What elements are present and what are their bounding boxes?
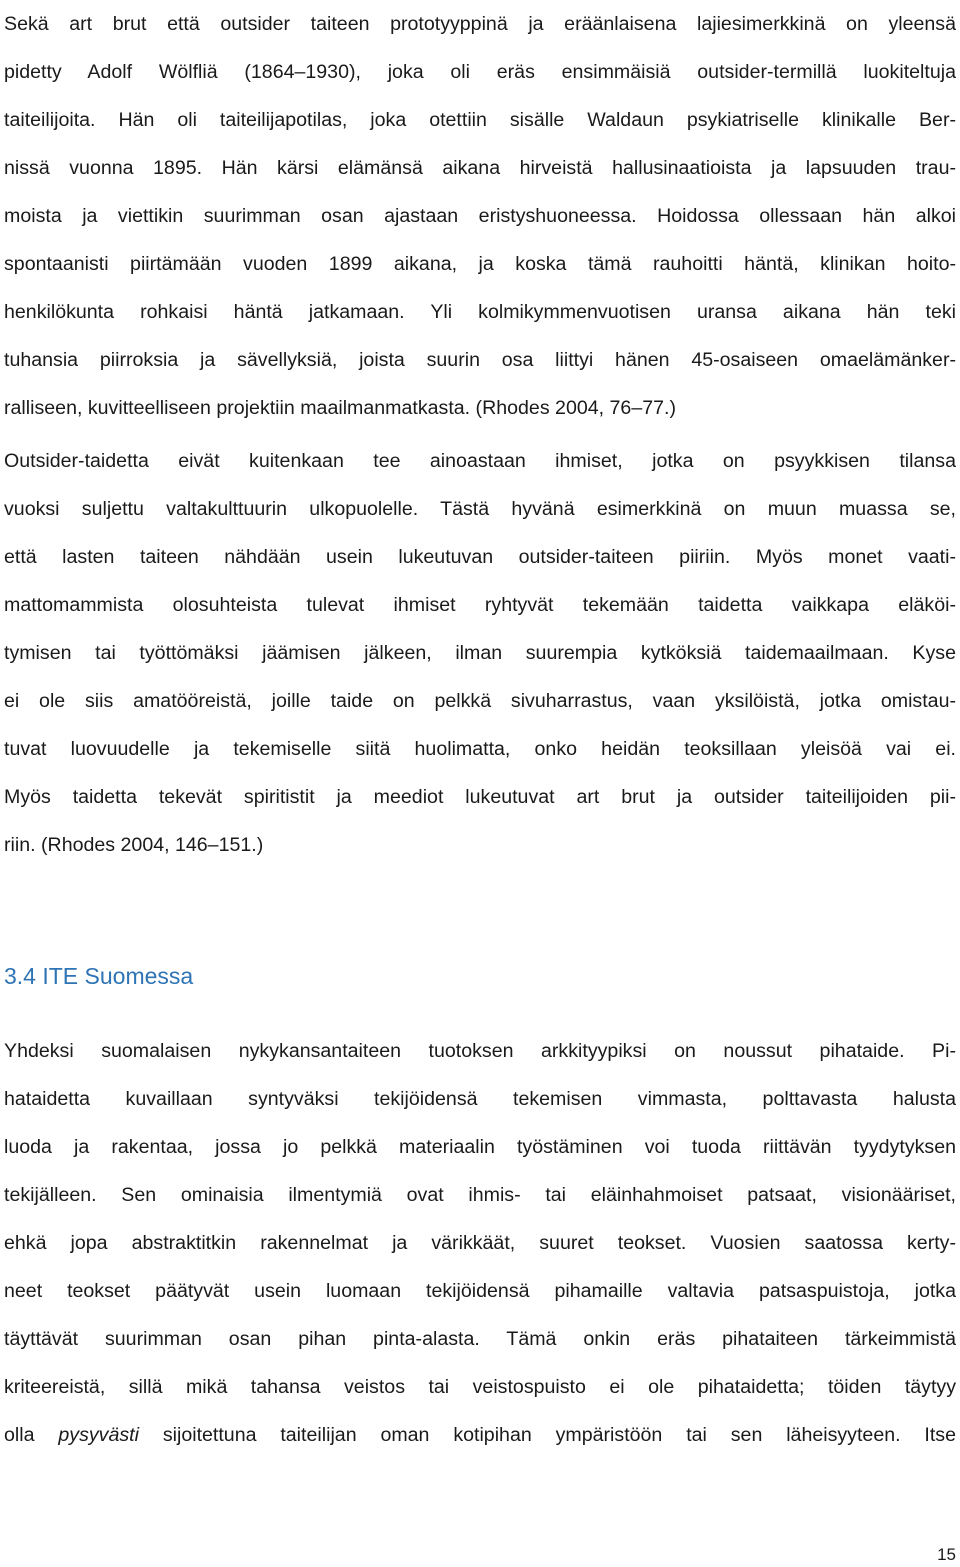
text-line: Sekä art brut että outsider taiteen prototyyppinä ja eräänlaisena lajiesimerkkinä on yleensä xyxy=(4,13,956,35)
text-line: spontaanisti piirtämään vuoden 1899 aikana, ja koska tämä rauhoitti häntä, klinikan hoito- xyxy=(4,253,956,275)
text-line: ei ole siis amatööreistä, joille taide on pelkkä sivuharrastus, vaan yksilöistä, jotka omistau- xyxy=(4,690,956,712)
text-line: Myös taidetta tekevät spiritistit ja meediot lukeutuvat art brut ja outsider taiteilijoiden pii- xyxy=(4,786,956,808)
text-line: tekijälleen. Sen ominaisia ilmentymiä ovat ihmis- tai eläinhahmoiset patsaat, visionääriset, xyxy=(4,1184,956,1206)
paragraph-wolfli xyxy=(4,0,956,432)
text-line: moista ja viettikin suurimman osan ajastaan eristyshuoneessa. Hoidossa ollessaan hän alkoi xyxy=(4,205,956,227)
text-line: Yhdeksi suomalaisen nykykansantaiteen tuotoksen arkkityypiksi on noussut pihataide. Pi- xyxy=(4,1040,956,1062)
text-line: ehkä jopa abstraktitkin rakennelmat ja värikkäät, suuret teokset. Vuosien saatossa kerty- xyxy=(4,1232,956,1254)
text-line: luoda ja rakentaa, jossa jo pelkkä materiaalin työstäminen voi tuoda riittävän tyydytyksen xyxy=(4,1136,956,1158)
text-line: ralliseen, kuvitteelliseen projektiin maailmanmatkasta. (Rhodes 2004, 76–77.) xyxy=(4,397,676,419)
page-number: 15 xyxy=(937,1545,956,1564)
section-heading: 3.4 ITE Suomessa xyxy=(4,963,194,989)
text-line: pidetty Adolf Wölfliä (1864–1930), joka oli eräs ensimmäisiä outsider-termillä luokiteltuja xyxy=(4,61,956,83)
text-segment: olla xyxy=(4,1424,59,1446)
text-line: vuoksi suljettu valtakulttuurin ulkopuolelle. Tästä hyvänä esimerkkinä on muun muassa se, xyxy=(4,498,956,520)
emphasis-text: pysyvästi xyxy=(58,1424,139,1446)
text-line: että lasten taiteen nähdään usein lukeutuvan outsider-taiteen piiriin. Myös monet vaati- xyxy=(4,546,956,568)
text-line: Outsider-taidetta eivät kuitenkaan tee ainoastaan ihmiset, jotka on psyykkisen tilansa xyxy=(4,450,956,472)
paragraph-outsider-art xyxy=(4,437,956,869)
text-segment: sijoitettuna taiteilijan oman kotipihan ympäristöön tai sen läheisyyteen. Itse xyxy=(138,1424,956,1446)
text-line: riin. (Rhodes 2004, 146–151.) xyxy=(4,834,264,856)
text-line xyxy=(4,1411,956,1459)
text-line: kriteereistä, sillä mikä tahansa veistos tai veistospuisto ei ole pihataidetta; töiden täytyy xyxy=(4,1376,956,1398)
text-line: tuvat luovuudelle ja tekemiselle siitä huolimatta, onko heidän teoksillaan yleisöä vai ei. xyxy=(4,738,956,760)
text-line: nissä vuonna 1895. Hän kärsi elämänsä aikana hirveistä hallusinaatioista ja lapsuuden trau- xyxy=(4,157,956,179)
text-line: henkilökunta rohkaisi häntä jatkamaan. Yli kolmikymmenvuotisen uransa aikana hän teki xyxy=(4,301,956,323)
text-line: taiteilijoita. Hän oli taiteilijapotilas, joka otettiin sisälle Waldaun psykiatriselle klinikalle Ber- xyxy=(4,109,956,131)
text-line: mattomammista olosuhteista tulevat ihmiset ryhtyvät tekemään taidetta vaikkapa eläköi- xyxy=(4,594,956,616)
paragraph-pihataide xyxy=(4,1027,956,1459)
text-line: hataidetta kuvaillaan syntyväksi tekijöidensä tekemisen vimmasta, polttavasta halusta xyxy=(4,1088,956,1110)
text-line: neet teokset päätyvät usein luomaan tekijöidensä pihamaille valtavia patsaspuistoja, jotka xyxy=(4,1280,956,1302)
text-line: tymisen tai työttömäksi jäämisen jälkeen, ilman suurempia kytköksiä taidemaailmaan. Kyse xyxy=(4,642,956,664)
text-line: täyttävät suurimman osan pihan pinta-alasta. Tämä onkin eräs pihataiteen tärkeimmistä xyxy=(4,1328,956,1350)
text-line: tuhansia piirroksia ja sävellyksiä, joista suurin osa liittyi hänen 45-osaiseen omaelämänker- xyxy=(4,349,956,371)
